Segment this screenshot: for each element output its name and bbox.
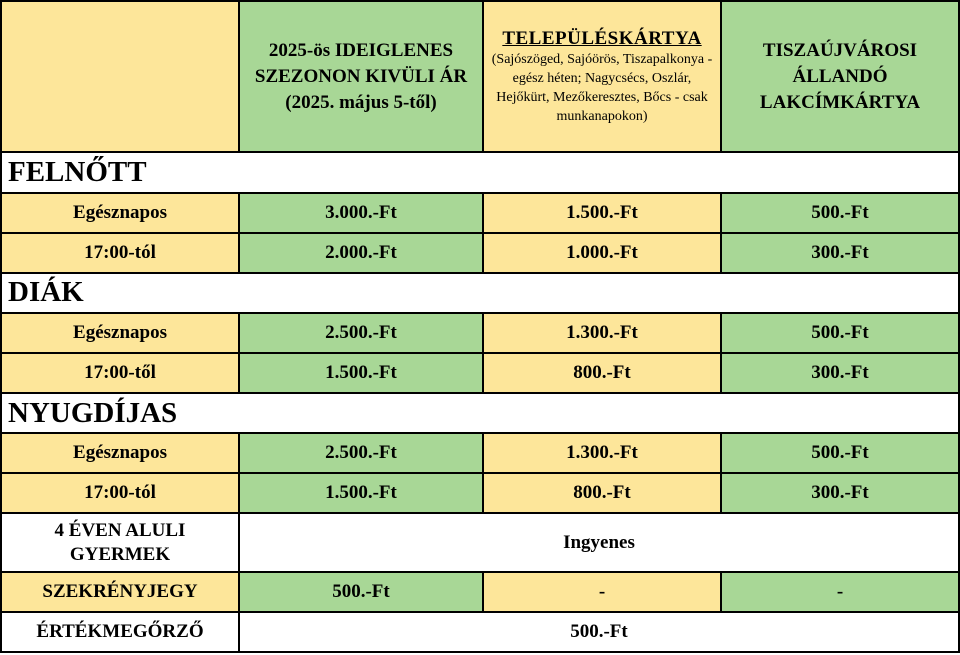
price-cell: 1.000.-Ft bbox=[483, 233, 721, 273]
price-cell: 2.000.-Ft bbox=[239, 233, 483, 273]
header-resident-card: TISZAÚJVÁROSI ÁLLANDÓ LAKCÍMKÁRTYA bbox=[721, 1, 959, 152]
price-cell: 1.500.-Ft bbox=[239, 353, 483, 393]
row-label: 17:00-től bbox=[1, 353, 239, 393]
settlement-card-note: (Sajószöged, Sajóörös, Tiszapalkonya - egész héten; Nagycsécs, Oszlár, Hejőkürt, Mezőkeresztes, Bőcs - csak munkanapokon) bbox=[491, 51, 713, 124]
row-label: Egésznapos bbox=[1, 313, 239, 353]
table-row bbox=[1, 313, 959, 353]
header-season-price: 2025-ös IDEIGLENES SZEZONON KIVÜLI ÁR (2025. május 5-től) bbox=[239, 1, 483, 152]
child-value: Ingyenes bbox=[239, 513, 959, 571]
section-row bbox=[1, 393, 959, 433]
price-cell: 1.500.-Ft bbox=[483, 193, 721, 233]
price-cell: 3.000.-Ft bbox=[239, 193, 483, 233]
price-cell: 1.300.-Ft bbox=[483, 433, 721, 473]
row-label: Egésznapos bbox=[1, 433, 239, 473]
price-cell: 800.-Ft bbox=[483, 353, 721, 393]
price-cell: 500.-Ft bbox=[239, 572, 483, 612]
row-label: Egésznapos bbox=[1, 193, 239, 233]
price-cell: - bbox=[721, 572, 959, 612]
price-cell: 500.-Ft bbox=[721, 433, 959, 473]
table-row bbox=[1, 193, 959, 233]
section-title-pensioner: NYUGDÍJAS bbox=[1, 393, 959, 433]
section-title-student: DIÁK bbox=[1, 273, 959, 313]
price-cell: 300.-Ft bbox=[721, 473, 959, 513]
locker-label: SZEKRÉNYJEGY bbox=[1, 572, 239, 612]
price-cell: - bbox=[483, 572, 721, 612]
child-row bbox=[1, 513, 959, 571]
safe-label: ÉRTÉKMEGŐRZŐ bbox=[1, 612, 239, 652]
locker-row bbox=[1, 572, 959, 612]
safe-row bbox=[1, 612, 959, 652]
price-cell: 1.500.-Ft bbox=[239, 473, 483, 513]
header-settlement-card bbox=[483, 1, 721, 152]
table-row bbox=[1, 473, 959, 513]
child-label: 4 ÉVEN ALULI GYERMEK bbox=[1, 513, 239, 571]
section-row bbox=[1, 152, 959, 192]
price-cell: 300.-Ft bbox=[721, 353, 959, 393]
header-row bbox=[1, 1, 959, 152]
section-row bbox=[1, 273, 959, 313]
row-label: 17:00-tól bbox=[1, 233, 239, 273]
price-cell: 2.500.-Ft bbox=[239, 433, 483, 473]
table-row bbox=[1, 353, 959, 393]
row-label: 17:00-tól bbox=[1, 473, 239, 513]
price-cell: 2.500.-Ft bbox=[239, 313, 483, 353]
price-cell: 500.-Ft bbox=[721, 193, 959, 233]
safe-value: 500.-Ft bbox=[239, 612, 959, 652]
price-cell: 500.-Ft bbox=[721, 313, 959, 353]
price-cell: 300.-Ft bbox=[721, 233, 959, 273]
settlement-card-title: TELEPÜLÉSKÁRTYA bbox=[502, 27, 702, 49]
table-row bbox=[1, 233, 959, 273]
price-cell: 800.-Ft bbox=[483, 473, 721, 513]
header-empty-cell bbox=[1, 1, 239, 152]
table-row bbox=[1, 433, 959, 473]
price-cell: 1.300.-Ft bbox=[483, 313, 721, 353]
section-title-adult: FELNŐTT bbox=[1, 152, 959, 192]
